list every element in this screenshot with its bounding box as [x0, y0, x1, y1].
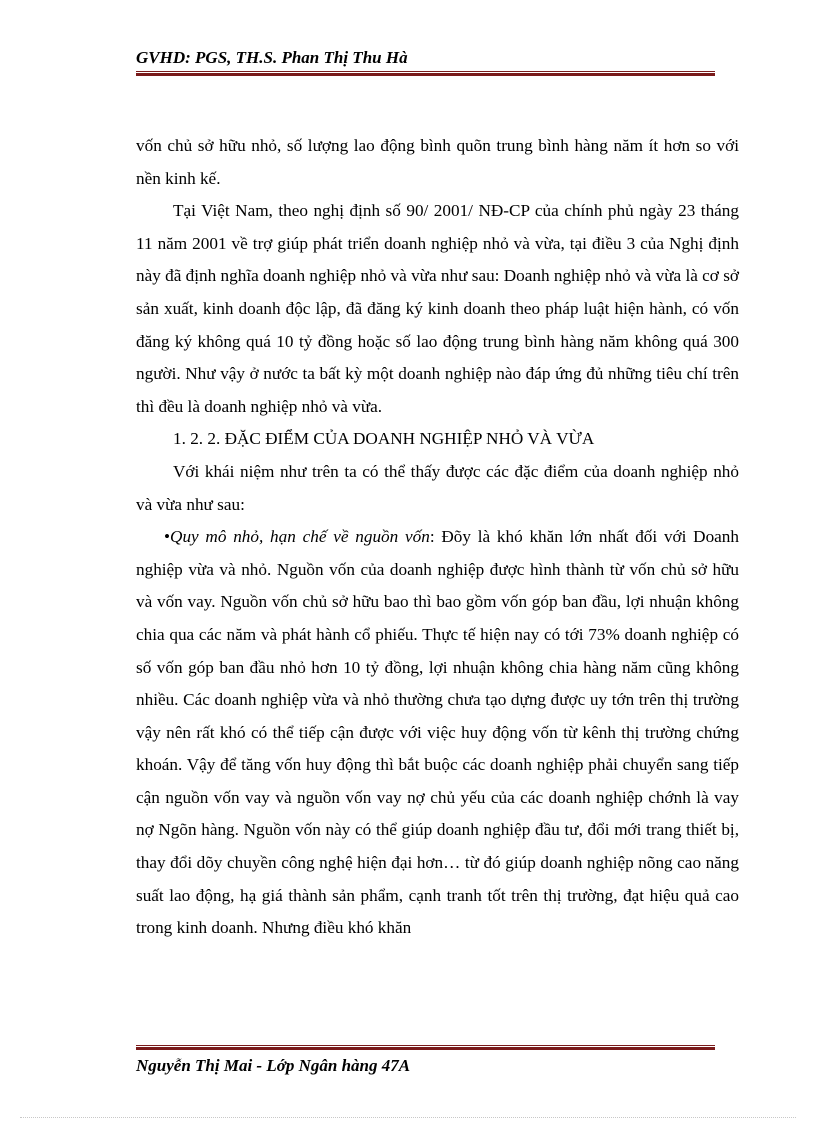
bullet-paragraph: [136, 521, 739, 945]
document-body: [136, 130, 739, 945]
bullet-text: : Đõy là khó khăn lớn nhất đối với Doanh nghiệp vừa và nhỏ. Nguồn vốn của doanh nghiệp được hình thành từ vốn chủ sở hữu và vốn vay. Nguồn vốn chủ sở hữu bao thì bao gồm vốn góp ban đầu, lợi nhuận không chia qua các năm và phát hành cổ phiếu. Thực tế hiện nay có tới 73% doanh nghiệp có số vốn góp ban đầu nhỏ hơn 10 tỷ đồng, lợi nhuận không chia hàng năm cũng không nhiều. Các doanh nghiệp vừa và nhỏ thường chưa tạo dựng được uy tớn trên thị trường vậy nên rất khó có thể tiếp cận được với việc huy động vốn từ kênh thị trường chứng khoán. Vậy để tăng vốn huy động thì bắt buộc các doanh nghiệp phải chuyển sang tiếp cận nguồn vốn vay và nguồn vốn vay nợ chủ yếu của các doanh nghiệp chớnh là vay nợ Ngõn hàng. Nguồn vốn này có thể giúp doanh nghiệp đầu tư, đổi mới trang thiết bị, thay đổi dõy chuyền công nghệ hiện đại hơn… từ đó giúp doanh nghiệp nõng cao năng suất lao động, hạ giá thành sản phẩm, cạnh tranh tốt trên thị trường, đạt hiệu quả cao trong kinh doanh. Nhưng điều khó khăn: [136, 527, 739, 938]
page-edge-divider: [20, 1117, 796, 1118]
header-rule: [136, 71, 715, 76]
paragraph-definition: Tại Việt Nam, theo nghị định số 90/ 2001/ NĐ-CP của chính phủ ngày 23 tháng 11 năm 2001 về trợ giúp phát triển doanh nghiệp nhỏ và vừa, tại điều 3 của Nghị định này đã định nghĩa doanh nghiệp nhỏ và vừa như sau: Doanh nghiệp nhỏ và vừa là cơ sở sản xuất, kinh doanh độc lập, đã đăng ký kinh doanh theo pháp luật hiện hành, có vốn đăng ký không quá 10 tỷ đồng hoặc số lao động trung bình hàng năm không quá 300 người. Như vậy ở nước ta bất kỳ một doanh nghiệp nào đáp ứng đủ những tiêu chí trên thì đều là doanh nghiệp nhỏ và vừa.: [136, 201, 739, 416]
paragraph-intro: Với khái niệm như trên ta có thể thấy được các đặc điểm của doanh nghiệp nhỏ và vừa như sau:: [136, 461, 739, 514]
section-heading: 1. 2. 2. ĐẶC ĐIỂM CỦA DOANH NGHIỆP NHỎ VÀ VỪA: [173, 429, 595, 449]
paragraph-continuation: vốn chủ sở hữu nhỏ, số lượng lao động bình quõn trung bình hàng năm ít hơn so với nền kinh kế.: [136, 136, 739, 188]
page-footer: Nguyễn Thị Mai - Lớp Ngân hàng 47A: [136, 1056, 411, 1075]
bullet-icon: •: [164, 527, 171, 547]
footer-rule: [136, 1045, 715, 1050]
bullet-lead: Quy mô nhỏ, hạn chế về nguồn vốn: [170, 527, 430, 547]
page-header: GVHD: PGS, TH.S. Phan Thị Thu Hà: [136, 48, 408, 67]
